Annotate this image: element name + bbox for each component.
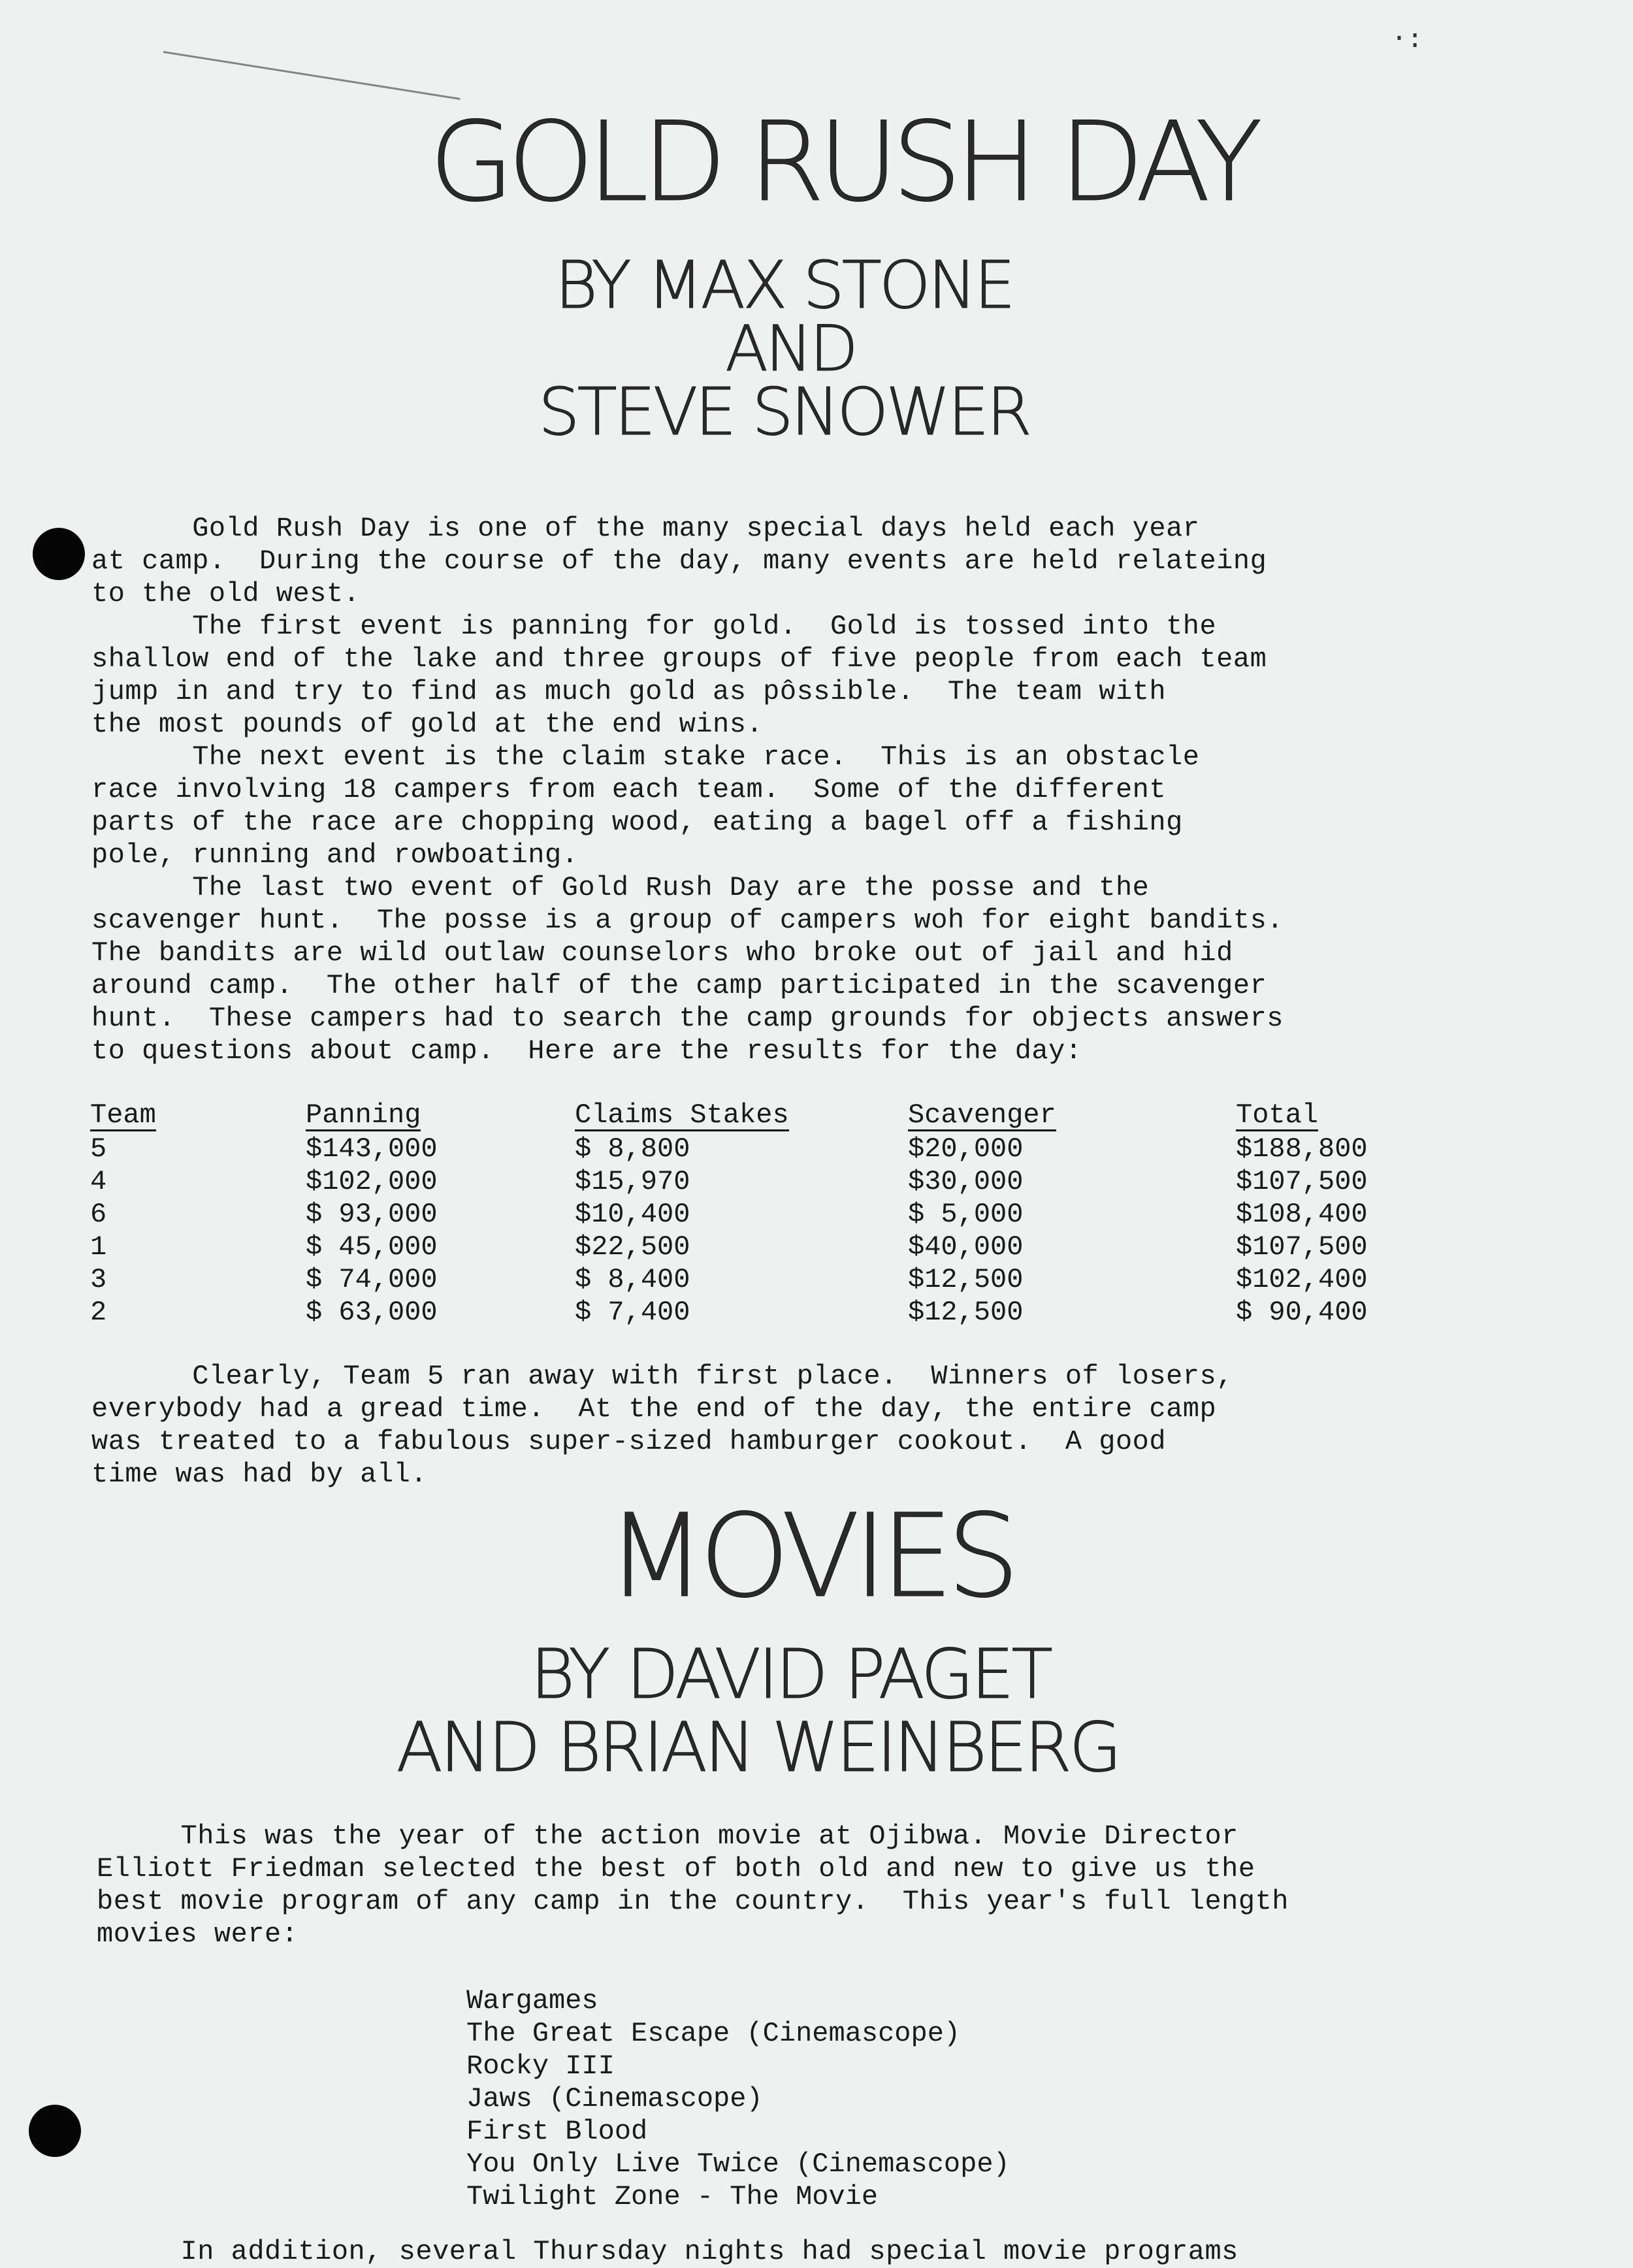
results-column-team <box>90 1099 156 1329</box>
table-cell: $188,800 <box>1236 1133 1368 1165</box>
table-header-team: Team <box>90 1099 156 1131</box>
paragraph-trailing: In addition, several Thursday nights had special movie programs <box>97 2236 1238 2267</box>
byline-line-2: AND BRIAN WEINBERG <box>396 1708 1120 1787</box>
table-cell: 4 <box>90 1166 107 1197</box>
table-cell: $40,000 <box>908 1231 1024 1263</box>
list-item: Twilight Zone - The Movie <box>466 2181 879 2212</box>
list-item: First Blood <box>466 2116 648 2147</box>
punch-hole-bottom <box>29 2105 81 2157</box>
table-cell: $ 45,000 <box>306 1231 438 1263</box>
list-item: The Great Escape (Cinemascope) <box>466 2018 961 2049</box>
table-cell: $15,970 <box>575 1166 690 1197</box>
table-cell: $10,400 <box>575 1199 690 1230</box>
byline-line-1: BY MAX STONE <box>555 247 1013 323</box>
table-cell: $ 93,000 <box>306 1199 438 1230</box>
table-cell: 2 <box>90 1297 107 1328</box>
paragraph-claim-stake: The next event is the claim stake race. This is an obstacle race involving 18 campers from each team. Some of the different parts of the race are chopping wood, eating a bagel off a fishing pole, running and rowboating. <box>91 741 1200 871</box>
table-cell: $12,500 <box>908 1264 1024 1295</box>
table-cell: 5 <box>90 1133 107 1165</box>
table-cell: $12,500 <box>908 1297 1024 1328</box>
punch-hole-top <box>33 528 85 580</box>
results-column-claims-stakes <box>575 1099 789 1329</box>
paragraph-intro: Gold Rush Day is one of the many special days held each year at camp. During the course of the day, many events are held relateing to the old west. <box>91 513 1267 609</box>
table-cell: $102,000 <box>306 1166 438 1197</box>
byline-line-2: AND <box>725 312 856 385</box>
table-cell: $22,500 <box>575 1231 690 1263</box>
list-item: You Only Live Twice (Cinemascope) <box>466 2148 1010 2180</box>
table-cell: $143,000 <box>306 1133 438 1165</box>
table-header-panning: Panning <box>306 1099 421 1131</box>
results-column-scavenger <box>908 1099 1056 1329</box>
table-cell: $ 63,000 <box>306 1297 438 1328</box>
table-cell: $107,500 <box>1236 1231 1368 1263</box>
table-cell: 3 <box>90 1264 107 1295</box>
table-cell: $ 74,000 <box>306 1264 438 1295</box>
list-item: Wargames <box>466 1985 598 2017</box>
table-header-scavenger: Scavenger <box>908 1099 1056 1131</box>
table-header-total: Total <box>1236 1099 1319 1131</box>
byline-line-3: STEVE SNOWER <box>538 374 1029 450</box>
stray-pen-mark <box>163 51 461 100</box>
table-cell: $ 8,800 <box>575 1133 690 1165</box>
paragraph-closing: Clearly, Team 5 ran away with first place. Winners of losers, everybody had a gread time. At the end of the day, the entire camp was treated to a fabulous super-sized hamburger cookout. A good time was had by all. <box>91 1361 1233 1490</box>
movie-list <box>466 1984 1010 2213</box>
table-cell: $30,000 <box>908 1166 1024 1197</box>
byline-line-1: BY DAVID PAGET <box>530 1634 1050 1714</box>
article-title-gold-rush-day: GOLD RUSH DAY <box>429 98 1256 226</box>
list-item: Rocky III <box>466 2050 615 2082</box>
paragraph-movies-intro: This was the year of the action movie at Ojibwa. Movie Director Elliott Friedman selected the best of both old and new to give us the best movie program of any camp in the country. This year's full length movies were: <box>97 1821 1289 1950</box>
paragraph-panning: The first event is panning for gold. Gold is tossed into the shallow end of the lake and three groups of five people from each team jump in and try to find as much gold as pôssible. The team with the most pounds of gold at the end wins. <box>91 611 1267 740</box>
table-cell: $ 90,400 <box>1236 1297 1368 1328</box>
article-title-movies: MOVIES <box>606 1489 1014 1623</box>
table-cell: $20,000 <box>908 1133 1024 1165</box>
table-cell: $ 5,000 <box>908 1199 1024 1230</box>
list-item: Jaws (Cinemascope) <box>466 2083 763 2114</box>
corner-mark: ·: <box>1391 24 1423 54</box>
results-column-total <box>1236 1099 1368 1329</box>
table-cell: 1 <box>90 1231 107 1263</box>
table-cell: $102,400 <box>1236 1264 1368 1295</box>
paragraph-posse-scavenger: The last two event of Gold Rush Day are the posse and the scavenger hunt. The posse is a group of campers woh for eight bandits. The bandits are wild outlaw counselors who broke out of jail and hid around camp. The other half of the camp participated in the scavenger hunt. These campers had to search the camp grounds for objects answers to questions about camp. Here are the results for the day: <box>91 872 1284 1067</box>
results-column-panning <box>306 1099 438 1329</box>
table-cell: $ 8,400 <box>575 1264 690 1295</box>
table-cell: 6 <box>90 1199 107 1230</box>
table-cell: $108,400 <box>1236 1199 1368 1230</box>
table-header-claims-stakes: Claims Stakes <box>575 1099 789 1131</box>
table-cell: $107,500 <box>1236 1166 1368 1197</box>
table-cell: $ 7,400 <box>575 1297 690 1328</box>
